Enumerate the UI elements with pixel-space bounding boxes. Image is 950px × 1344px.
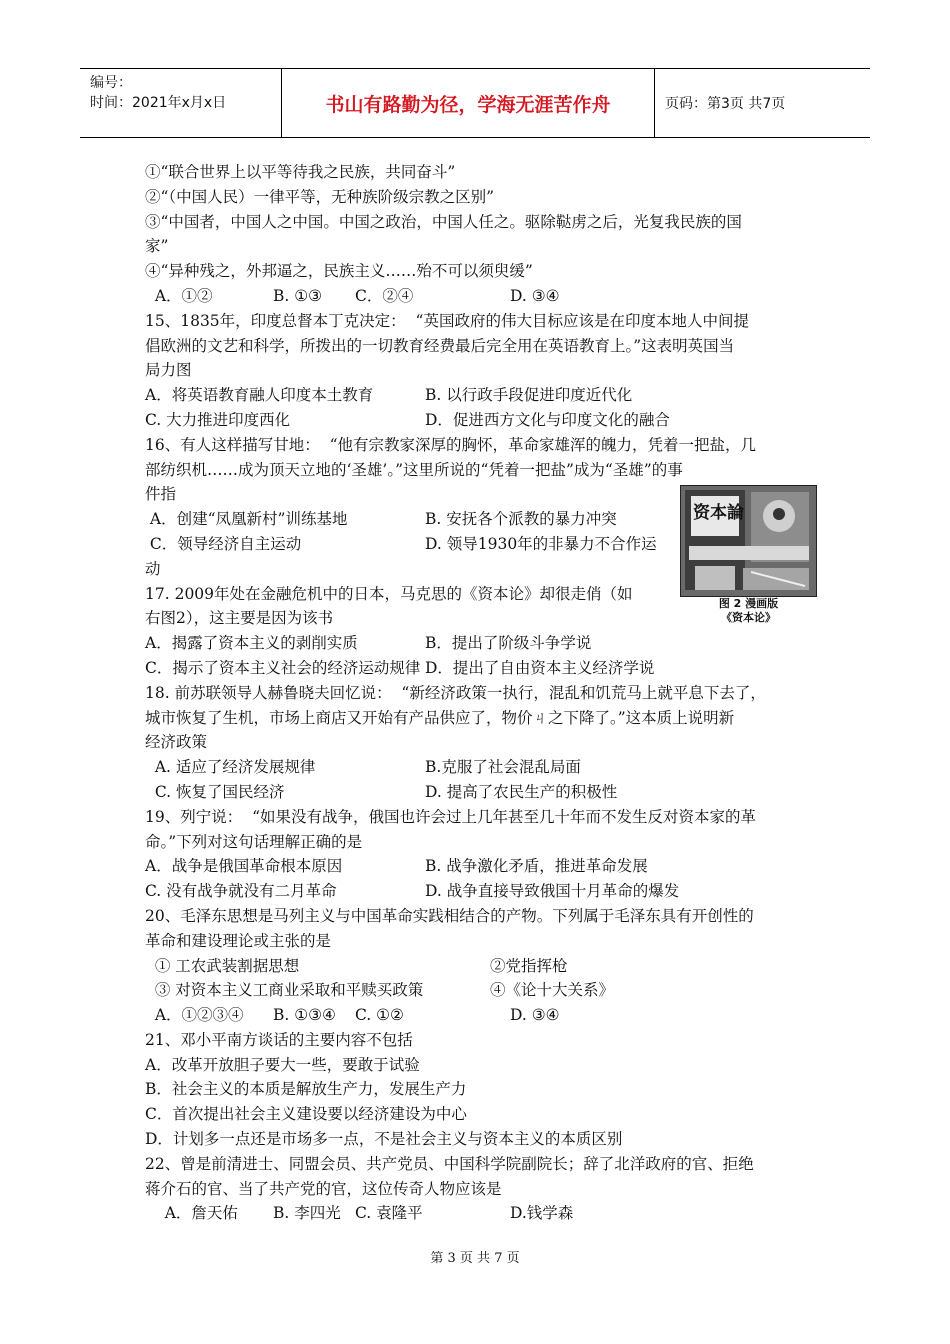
text-line: ④“异种残之，外邦逼之，民族主义……殆不可以须臾缓”: [145, 262, 533, 281]
text-line: 件指: [145, 485, 177, 504]
text-line: 局力图: [145, 361, 192, 380]
option-row: [145, 408, 815, 433]
option-text: C．揭示了资本主义社会的经济运动规律: [145, 658, 421, 677]
option-row: [145, 631, 815, 656]
option-row: [145, 780, 815, 805]
option-text: C．②④: [355, 286, 414, 305]
option-text: D. ③④: [510, 286, 560, 305]
option-text: D. 领导1930年的非暴力不合作运: [425, 534, 657, 553]
option-row: [145, 755, 815, 780]
option-text: D.钱学森: [510, 1204, 574, 1223]
text-line: 革命和建设理论或主张的是: [145, 931, 332, 950]
text-line: 城市恢复了生机，市场上商店又开始有产品供应了，物价ㄐ之下降了。”这本质上说明新: [145, 708, 735, 727]
text-line: 16、有人这样描写甘地： “他有宗教家深厚的胸怀，革命家雄浑的魄力，凭着一把盐，几: [145, 435, 757, 454]
option-row: [145, 978, 815, 1003]
option-text: C. 大力推进印度西化: [145, 410, 291, 429]
option-text: A. 适应了经济发展规律: [145, 758, 316, 777]
text-line: 19、列宁说： “如果没有战争，俄国也许会过上几年甚至几十年而不发生反对资本家的革: [145, 807, 757, 826]
text-line: D．计划多一点还是市场多一点，不是社会主义与资本主义的本质区别: [145, 1130, 623, 1149]
page-footer: 第 3 页 共 7 页: [430, 1251, 520, 1266]
option-text: A．詹天佑: [145, 1204, 238, 1223]
text-line: 18. 前苏联领导人赫鲁晓夫回忆说： “新经济政策一执行，混乱和饥荒马上就平息下去了，: [145, 683, 766, 702]
option-text: A．创建“凤凰新村”训练基地: [145, 510, 348, 529]
option-text: A．战争是俄国革命根本原因: [145, 857, 343, 876]
option-text: ① 工农武装割据思想: [145, 956, 300, 975]
option-text: D．促进西方文化与印度文化的融合: [425, 410, 670, 429]
text-line: ③“中国者，中国人之中国。中国之政治，中国人任之。驱除鞑虏之后，光复我民族的国: [145, 212, 742, 231]
date-label: 时间：2021年x月x日: [90, 95, 227, 111]
text-line: 家”: [145, 237, 169, 256]
text-line: 命。”下列对这句话理解正确的是: [145, 832, 363, 851]
question-body: [145, 160, 815, 1226]
option-text: ②党指挥枪: [490, 956, 568, 975]
option-text: C. 袁隆平: [355, 1204, 423, 1223]
page-header: [80, 68, 870, 138]
option-text: A．①②: [145, 286, 213, 305]
text-line: 部纺织机……成为顶天立地的‘圣雄’。”这里所说的“凭着一把盐”成为“圣雄”的事: [145, 460, 683, 479]
option-text: D．提出了自由资本主义经济学说: [425, 658, 655, 677]
option-text: ④《论十大关系》: [490, 981, 615, 1000]
header-page-label: 页码：第3页 共7页: [665, 96, 786, 112]
text-line: 倡欧洲的文艺和科学，所拨出的一切教育经费最后完全用在英语教育上。”这表明英国当: [145, 336, 735, 355]
option-row: [145, 954, 815, 979]
option-text: B. 以行政手段促进印度近代化: [425, 386, 633, 405]
option-text: A．将英语教育融人印度本土教育: [145, 386, 374, 405]
option-text: D. 战争直接导致俄国十月革命的爆发: [425, 882, 680, 901]
option-text: D. 提高了农民生产的积极性: [425, 782, 618, 801]
option-text: B. 战争激化矛盾，推进革命发展: [425, 857, 648, 876]
figure-2: [680, 485, 817, 625]
cartoon-title: 资本論: [693, 503, 744, 523]
figure-caption-title: 《资本论》: [721, 611, 776, 624]
text-line: C．首次提出社会主义建设要以经济建设为中心: [145, 1105, 467, 1124]
option-text: B.克服了社会混乱局面: [425, 758, 581, 777]
option-text: B. 李四光: [273, 1204, 341, 1223]
option-row: [145, 1003, 815, 1028]
text-line: 经济政策: [145, 733, 208, 752]
option-text: B．提出了阶级斗争学说: [425, 634, 592, 653]
option-text: C．领导经济自主运动: [145, 534, 302, 553]
option-row: [145, 284, 815, 309]
text-line: 20、毛泽东思想是马列主义与中国革命实践相结合的产物。下列属于毛泽东具有开创性的: [145, 906, 754, 925]
figure-caption: 图 2 漫画版: [718, 597, 779, 610]
text-line: 15、1835年，印度总督本丁克决定： “英国政府的伟大目标应该是在印度本地人中间提: [145, 311, 749, 330]
option-text: A．①②③④: [145, 1006, 244, 1025]
option-text: C. 没有战争就没有二月革命: [145, 882, 337, 901]
text-line: 17. 2009年处在金融危机中的日本，马克思的《资本论》却很走俏（如: [145, 584, 633, 603]
header-meta: [80, 69, 282, 137]
option-row: [145, 656, 815, 681]
capital-cartoon-image: [680, 485, 817, 597]
option-text: ③ 对资本主义工商业采取和平赎买政策: [145, 981, 424, 1000]
option-row: [145, 1201, 815, 1226]
option-text: B. ①③④: [273, 1006, 336, 1025]
number-label: 编号：: [90, 75, 132, 91]
text-line: 蒋介石的官、当了共产党的官，这位传奇人物应该是: [145, 1179, 502, 1198]
text-line: B．社会主义的本质是解放生产力，发展生产力: [145, 1080, 467, 1099]
text-line: ①“联合世界上以平等待我之民族，共同奋斗”: [145, 163, 456, 181]
option-text: B. 安抚各个派教的暴力冲突: [425, 510, 617, 529]
option-row: [145, 383, 815, 408]
text-line: 21、邓小平南方谈话的主要内容不包括: [145, 1030, 413, 1049]
option-text: C. 恢复了国民经济: [145, 782, 285, 801]
option-text: A．揭露了资本主义的剥削实质: [145, 634, 358, 653]
text-line: A．改革开放胆子要大一些，要敢于试验: [145, 1055, 420, 1074]
option-text: D. ③④: [510, 1006, 560, 1025]
option-row: [145, 879, 815, 904]
option-row: [145, 854, 815, 879]
option-text: C. ①②: [355, 1006, 404, 1025]
option-text: B. ①③: [273, 286, 323, 305]
text-line: ②“（中国人民）一律平等，无种族阶级宗教之区别”: [145, 187, 495, 206]
text-line: 右图2），这主要是因为该书: [145, 609, 334, 628]
text-line: 22、曾是前清进士、同盟会员、共产党员、中国科学院副院长；辞了北洋政府的官、拒绝: [145, 1154, 754, 1173]
text-line: 动: [145, 559, 161, 578]
header-motto: 书山有路勤为径，学海无涯苦作舟: [282, 69, 655, 137]
